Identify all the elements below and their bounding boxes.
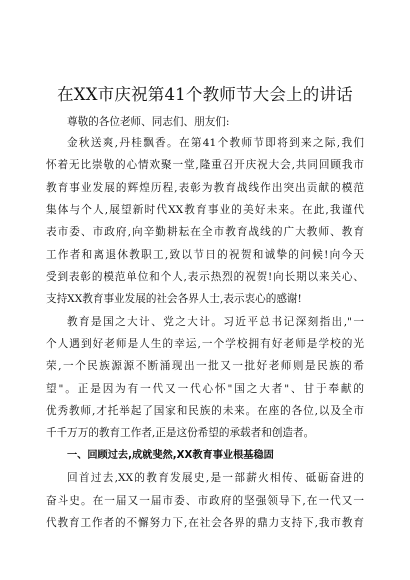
paragraph-line: 奋斗史。在一届又一届市委、市政府的坚强领导下,在一代又一 <box>46 494 364 507</box>
paragraph-line: 荣,一个民族源源不断涌现出一批又一批好老师则是民族的希 <box>46 360 364 373</box>
paragraph-line: 教育是国之大计、党之大计。习近平总书记深刻指出,"一 <box>67 315 364 328</box>
paragraph-line: 工作者和离退休教职工,致以节日的祝贺和诚挚的问候!向今天 <box>46 248 364 261</box>
paragraph-line: 表市委、市政府,向辛勤耕耘在全市教育战线的广大教师、教育 <box>46 226 364 239</box>
paragraph-line: 集体与个人,展望新时代XX教育事业的美好未来。在此,我谨代 <box>46 204 364 217</box>
paragraph-line: 千千万万的教育工作者,正是这份希望的承载者和创造者。 <box>46 427 315 440</box>
page-title: 在XX市庆祝第41个教师节大会上的讲话 <box>57 85 353 104</box>
paragraph-line: 金秋送爽,丹桂飘香。在第41个教师节即将到来之际,我们 <box>67 137 364 149</box>
paragraph-line: 望"。正是因为有一代又一代心怀"国之大者"、甘于奉献的 <box>46 382 364 395</box>
paragraph-3 <box>46 467 364 534</box>
paragraph-1 <box>46 132 364 311</box>
section-heading: 一、回顾过去,成就斐然,XX教育事业根基稳固 <box>67 449 274 461</box>
paragraph-line: 回首过去,XX的教育发展史,是一部薪火相传、砥砺奋进的 <box>67 472 364 485</box>
paragraph-line: 支持XX教育事业发展的社会各界人士,表示衷心的感谢! <box>46 293 302 306</box>
paragraph-2 <box>46 311 364 445</box>
paragraph-line: 代教育工作者的不懈努力下,在社会各界的鼎力支持下,我市教育 <box>46 516 364 529</box>
paragraph-line: 受到表彰的模范单位和个人,表示热烈的祝贺!向长期以来关心、 <box>46 271 364 284</box>
paragraph-line: 教育事业发展的辉煌历程,表彰为教育战线作出突出贡献的模范 <box>46 181 364 194</box>
paragraph-line: 优秀教师,才托举起了国家和民族的未来。在座的各位,以及全市 <box>46 405 364 418</box>
paragraph-line: 个人遇到好老师是人生的幸运,一个学校拥有好老师是学校的光 <box>46 338 364 351</box>
paragraph-line: 怀着无比崇敬的心情欢聚一堂,隆重召开庆祝大会,共同回顾我市 <box>46 159 364 172</box>
salutation: 尊敬的各位老师、同志们、朋友们: <box>67 116 230 128</box>
